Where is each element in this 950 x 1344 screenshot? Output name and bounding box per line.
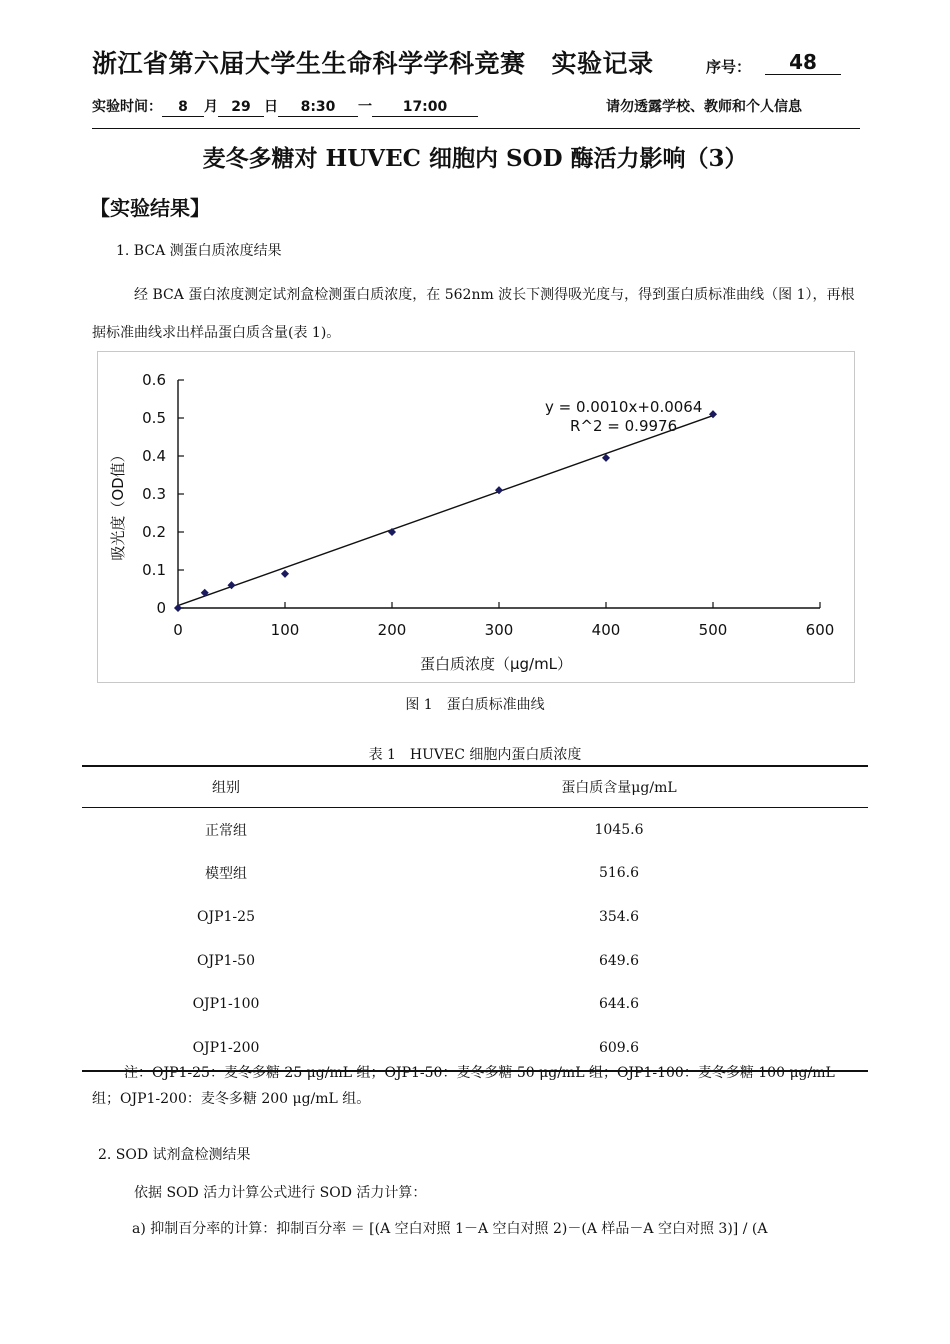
record-label: 实验记录: [551, 49, 654, 78]
group-cell: 模型组: [205, 866, 247, 883]
table-header-row: [82, 766, 868, 808]
x-tick-label: 100: [270, 621, 300, 639]
value-cell: 649.6: [598, 952, 640, 969]
table-row: [82, 982, 868, 1026]
table-row: [82, 852, 868, 896]
y-tick-label: 0.4: [142, 447, 166, 465]
group-cell: OJP1-25: [197, 908, 255, 925]
table-note: 注：OJP1-25：麦冬多糖 25 μg/mL 组；OJP1-50：麦冬多糖 50 μg/mL 组；OJP1-100：麦冬多糖 100 μg/mL 组；OJP1-200：麦冬多糖 200 μg/mL 组。: [92, 1065, 835, 1107]
y-axis-title: 吸光度（OD值）: [109, 447, 127, 561]
x-tick-label: 200: [377, 621, 407, 639]
y-tick-label: 0.3: [142, 485, 166, 503]
table-row: [82, 808, 868, 852]
protein-concentration-table: [82, 765, 868, 1072]
group-cell: 正常组: [205, 822, 247, 839]
data-point: [281, 570, 288, 577]
day-unit: 日: [264, 99, 278, 115]
header-title: [92, 44, 654, 80]
column-header-protein: 蛋白质含量μg/mL: [370, 766, 868, 808]
r2-label: R^2 = 0.9976: [570, 417, 678, 435]
experiment-time-row: [92, 96, 478, 117]
time-label: 实验时间：: [92, 99, 162, 115]
x-tick-label: 600: [805, 621, 835, 639]
section2-paragraph: 依据 SOD 活力计算公式进行 SOD 活力计算：: [134, 1185, 427, 1201]
day-value: 29: [218, 98, 264, 117]
y-tick-label: 0.6: [142, 371, 166, 389]
serial-value: 48: [765, 50, 841, 75]
privacy-note: 请勿透露学校、教师和个人信息: [606, 99, 802, 115]
value-cell: 1045.6: [594, 821, 644, 838]
standard-curve-chart: [97, 351, 855, 683]
x-tick-label: 0: [173, 621, 183, 639]
value-cell: 609.6: [370, 1026, 868, 1071]
data-point: [602, 454, 609, 461]
value-cell: 516.6: [598, 865, 640, 882]
document-title: 麦冬多糖对 HUVEC 细胞内 SOD 酶活力影响（3）: [202, 145, 748, 172]
group-cell: OJP1-200: [82, 1026, 370, 1071]
table-row: [82, 939, 868, 983]
table-row: [82, 895, 868, 939]
x-tick-label: 500: [698, 621, 728, 639]
y-tick-label: 0: [156, 599, 166, 617]
inhibition-formula-item: a) 抑制百分率的计算：抑制百分率 ＝ [(A 空白对照 1－A 空白对照 2)－(A 样品－A 空白对照 3)] / (A: [132, 1221, 768, 1237]
x-tick-label: 300: [484, 621, 514, 639]
serial-label: 序号：: [706, 58, 752, 76]
equation-label: y = 0.0010x+0.0064: [545, 398, 703, 416]
start-time: 8:30: [278, 98, 358, 117]
month-value: 8: [162, 98, 204, 117]
time-dash: 一: [358, 99, 372, 115]
y-tick-label: 0.1: [142, 561, 166, 579]
value-cell: 644.6: [598, 996, 640, 1013]
end-time: 17:00: [372, 98, 478, 117]
month-unit: 月: [204, 99, 218, 115]
group-cell: OJP1-100: [192, 996, 260, 1013]
data-point: [174, 604, 181, 611]
y-tick-label: 0.5: [142, 409, 166, 427]
x-axis-title: 蛋白质浓度（μg/mL）: [419, 655, 573, 673]
header-divider: [92, 128, 860, 129]
chart-svg: [98, 352, 854, 682]
table-caption: 表 1 HUVEC 细胞内蛋白质浓度: [368, 747, 582, 763]
data-point: [388, 528, 395, 535]
figure-caption: 图 1 蛋白质标准曲线: [405, 697, 545, 713]
value-cell: 354.6: [598, 908, 640, 925]
section1-heading: 1. BCA 测蛋白质浓度结果: [116, 243, 282, 259]
competition-title: 浙江省第六届大学生生命科学学科竞赛: [92, 49, 526, 78]
y-tick-label: 0.2: [142, 523, 166, 541]
trendline: [178, 416, 713, 606]
section-results-heading: 【实验结果】: [90, 196, 210, 220]
group-cell: OJP1-50: [197, 952, 255, 969]
column-header-group: 组别: [82, 766, 370, 808]
x-tick-label: 400: [591, 621, 621, 639]
section2-heading: 2. SOD 试剂盒检测结果: [98, 1147, 251, 1163]
section1-paragraph: 经 BCA 蛋白浓度测定试剂盒检测蛋白质浓度，在 562nm 波长下测得吸光度与，得到蛋白质标准曲线（图 1），再根据标准曲线求出样品蛋白质含量(表 1)。: [92, 287, 855, 341]
